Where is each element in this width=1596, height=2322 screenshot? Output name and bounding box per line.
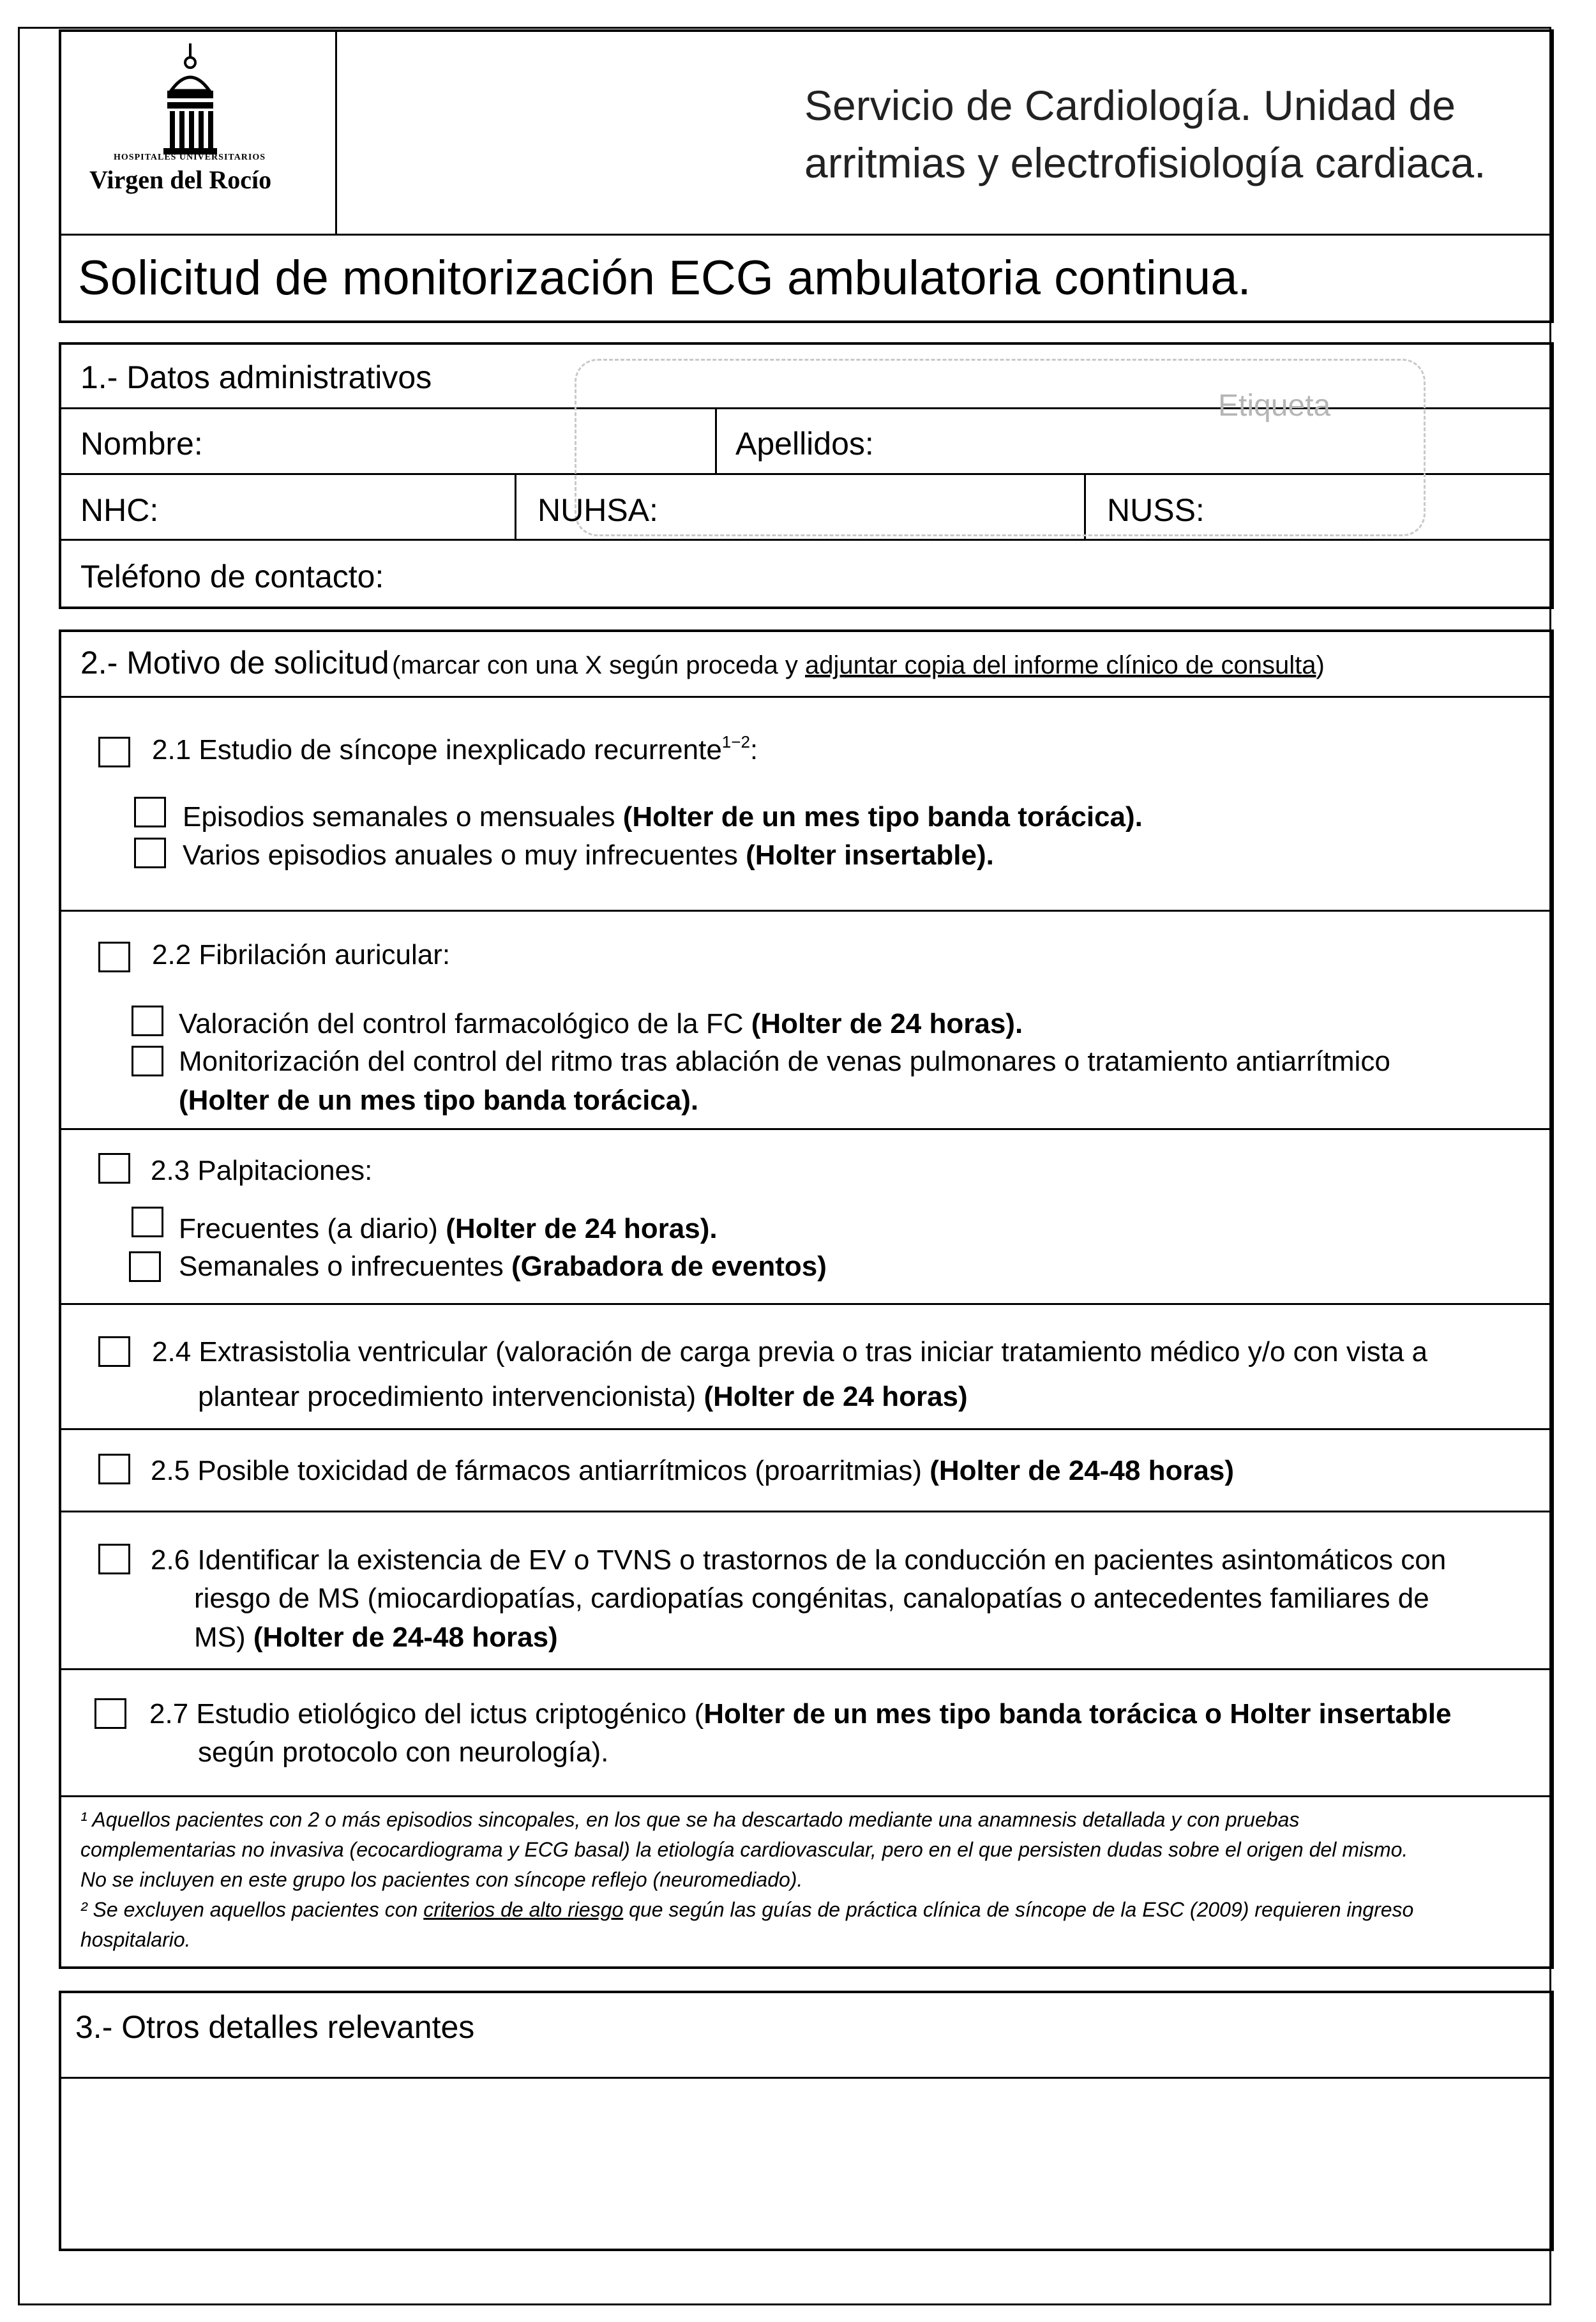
- s26-line2: riesgo de MS (miocardiopatías, cardiopatías congénitas, canalopatías o antecedentes familiares de: [194, 1583, 1429, 1614]
- s22-opt2: Monitorización del control del ritmo tras ablación de venas pulmonares o tratamiento antiarrítmico: [179, 1046, 1390, 1077]
- checkbox-2-2-opt2[interactable]: [132, 1046, 163, 1076]
- s23-opt2: Semanales o infrecuentes (Grabadora de eventos): [179, 1251, 827, 1282]
- other-details-field[interactable]: [64, 2081, 1549, 2246]
- hospital-logo: [89, 38, 319, 204]
- checkbox-2-2[interactable]: [98, 942, 130, 972]
- nhc-label: NHC:: [80, 492, 159, 528]
- s27-line2: según protocolo con neurología).: [198, 1737, 609, 1768]
- s2-rule-27: [59, 1795, 1554, 1797]
- checkbox-2-7[interactable]: [94, 1698, 126, 1729]
- logo-line1: HOSPITALES UNIVERSITARIOS: [114, 153, 266, 162]
- form-title: Solicitud de monitorización ECG ambulatoria continua.: [78, 251, 1251, 305]
- section2-title: 2.- Motivo de solicitud: [80, 645, 389, 681]
- telefono-label: Teléfono de contacto:: [80, 559, 384, 594]
- nombre-label: Nombre:: [80, 426, 203, 462]
- s27-line1: 2.7 Estudio etiológico del ictus criptogénico (Holter de un mes tipo banda torácica o Holter insertable: [149, 1698, 1452, 1730]
- checkbox-2-3-opt1[interactable]: [132, 1207, 163, 1237]
- footnote2-line2: hospitalario.: [80, 1928, 191, 1951]
- section2-note: (marcar con una X según proceda y adjuntar copia del informe clínico de consulta): [392, 651, 1325, 679]
- logo-line2: Virgen del Rocío: [89, 165, 272, 194]
- s2-rule-25: [59, 1511, 1554, 1512]
- s25-text: 2.5 Posible toxicidad de fármacos antiarrítmicos (proarritmias) (Holter de 24-48 horas): [151, 1455, 1235, 1486]
- checkbox-2-4[interactable]: [98, 1336, 130, 1367]
- checkbox-2-6[interactable]: [98, 1544, 130, 1574]
- s21-opt1: Episodios semanales o mensuales (Holter de un mes tipo banda torácica).: [183, 801, 1143, 833]
- checkbox-2-1[interactable]: [98, 737, 130, 767]
- s2-rule-23: [59, 1303, 1554, 1305]
- s26-line3: MS) (Holter de 24-48 horas): [194, 1622, 558, 1653]
- checkbox-2-5[interactable]: [98, 1454, 130, 1484]
- s22-opt1: Valoración del control farmacológico de la FC (Holter de 24 horas).: [179, 1008, 1023, 1039]
- s1-rule3: [59, 539, 1554, 541]
- s1-div-nuhsa: [515, 473, 516, 539]
- s3-rule: [59, 2077, 1554, 2079]
- high-risk-criteria-link: criterios de alto riesgo: [423, 1898, 624, 1921]
- checkbox-2-1-opt2[interactable]: [134, 838, 166, 868]
- s2-rule-26: [59, 1668, 1554, 1670]
- s2-rule-title: [59, 696, 1554, 698]
- service-line1: Servicio de Cardiología. Unidad de: [804, 82, 1456, 129]
- checkbox-2-2-opt1[interactable]: [132, 1006, 163, 1036]
- section3-title: 3.- Otros detalles relevantes: [75, 2009, 475, 2045]
- s22-opt2-bold: (Holter de un mes tipo banda torácica).: [179, 1085, 699, 1116]
- footnote2-line1: ² Se excluyen aquellos pacientes con criterios de alto riesgo que según las guías de práctica clínica de síncope de la ESC (2009) requieren ingreso: [80, 1898, 1414, 1921]
- attach-report-note: adjuntar copia del informe clínico de consulta: [805, 651, 1316, 679]
- nuhsa-label: NUHSA:: [538, 492, 658, 528]
- footnote1-line2: complementarias no invasiva (ecocardiograma y ECG basal) la etiología cardiovascular, pero en el que persisten dudas sobre el origen del mismo.: [80, 1838, 1408, 1861]
- s22-label: 2.2 Fibrilación auricular:: [152, 939, 451, 970]
- header-divider: [335, 29, 337, 235]
- patient-label-area: [575, 359, 1426, 536]
- checkbox-2-1-opt1[interactable]: [134, 797, 166, 827]
- nuss-label: NUSS:: [1107, 492, 1205, 528]
- service-line2: arritmias y electrofisiología cardiaca.: [804, 139, 1486, 186]
- checkbox-2-3-opt2[interactable]: [129, 1251, 161, 1282]
- s26-line1: 2.6 Identificar la existencia de EV o TVNS o trastornos de la conducción en pacientes asintomáticos con: [151, 1544, 1447, 1576]
- checkbox-2-3[interactable]: [98, 1153, 130, 1184]
- s2-rule-22: [59, 1128, 1554, 1130]
- label-placeholder: Etiqueta: [1218, 389, 1331, 423]
- s24-line2: plantear procedimiento intervencionista) (Holter de 24 horas): [198, 1381, 968, 1412]
- apellidos-label: Apellidos:: [735, 426, 874, 462]
- section1-title: 1.- Datos administrativos: [80, 359, 432, 395]
- footnote1-line3: No se incluyen en este grupo los pacientes con síncope reflejo (neuromediado).: [80, 1868, 803, 1891]
- s2-rule-24: [59, 1428, 1554, 1430]
- section2-title-row: [80, 647, 1325, 679]
- s23-opt1: Frecuentes (a diario) (Holter de 24 horas).: [179, 1213, 718, 1244]
- s21-label: 2.1 Estudio de síncope inexplicado recurrente$^{1-2}$:: [152, 732, 758, 765]
- header-rule: [59, 234, 1554, 236]
- s24-line1: 2.4 Extrasistolia ventricular (valoración de carga previa o tras iniciar tratamiento médico y/o con vista a: [152, 1336, 1428, 1368]
- s23-label: 2.3 Palpitaciones:: [151, 1155, 373, 1186]
- s21-opt2: Varios episodios anuales o muy infrecuentes (Holter insertable).: [183, 840, 994, 871]
- footnote1-line1: ¹ Aquellos pacientes con 2 o más episodios sincopales, en los que se ha descartado mediante una anamnesis detallada y con pruebas: [80, 1808, 1300, 1831]
- s2-rule-21: [59, 910, 1554, 912]
